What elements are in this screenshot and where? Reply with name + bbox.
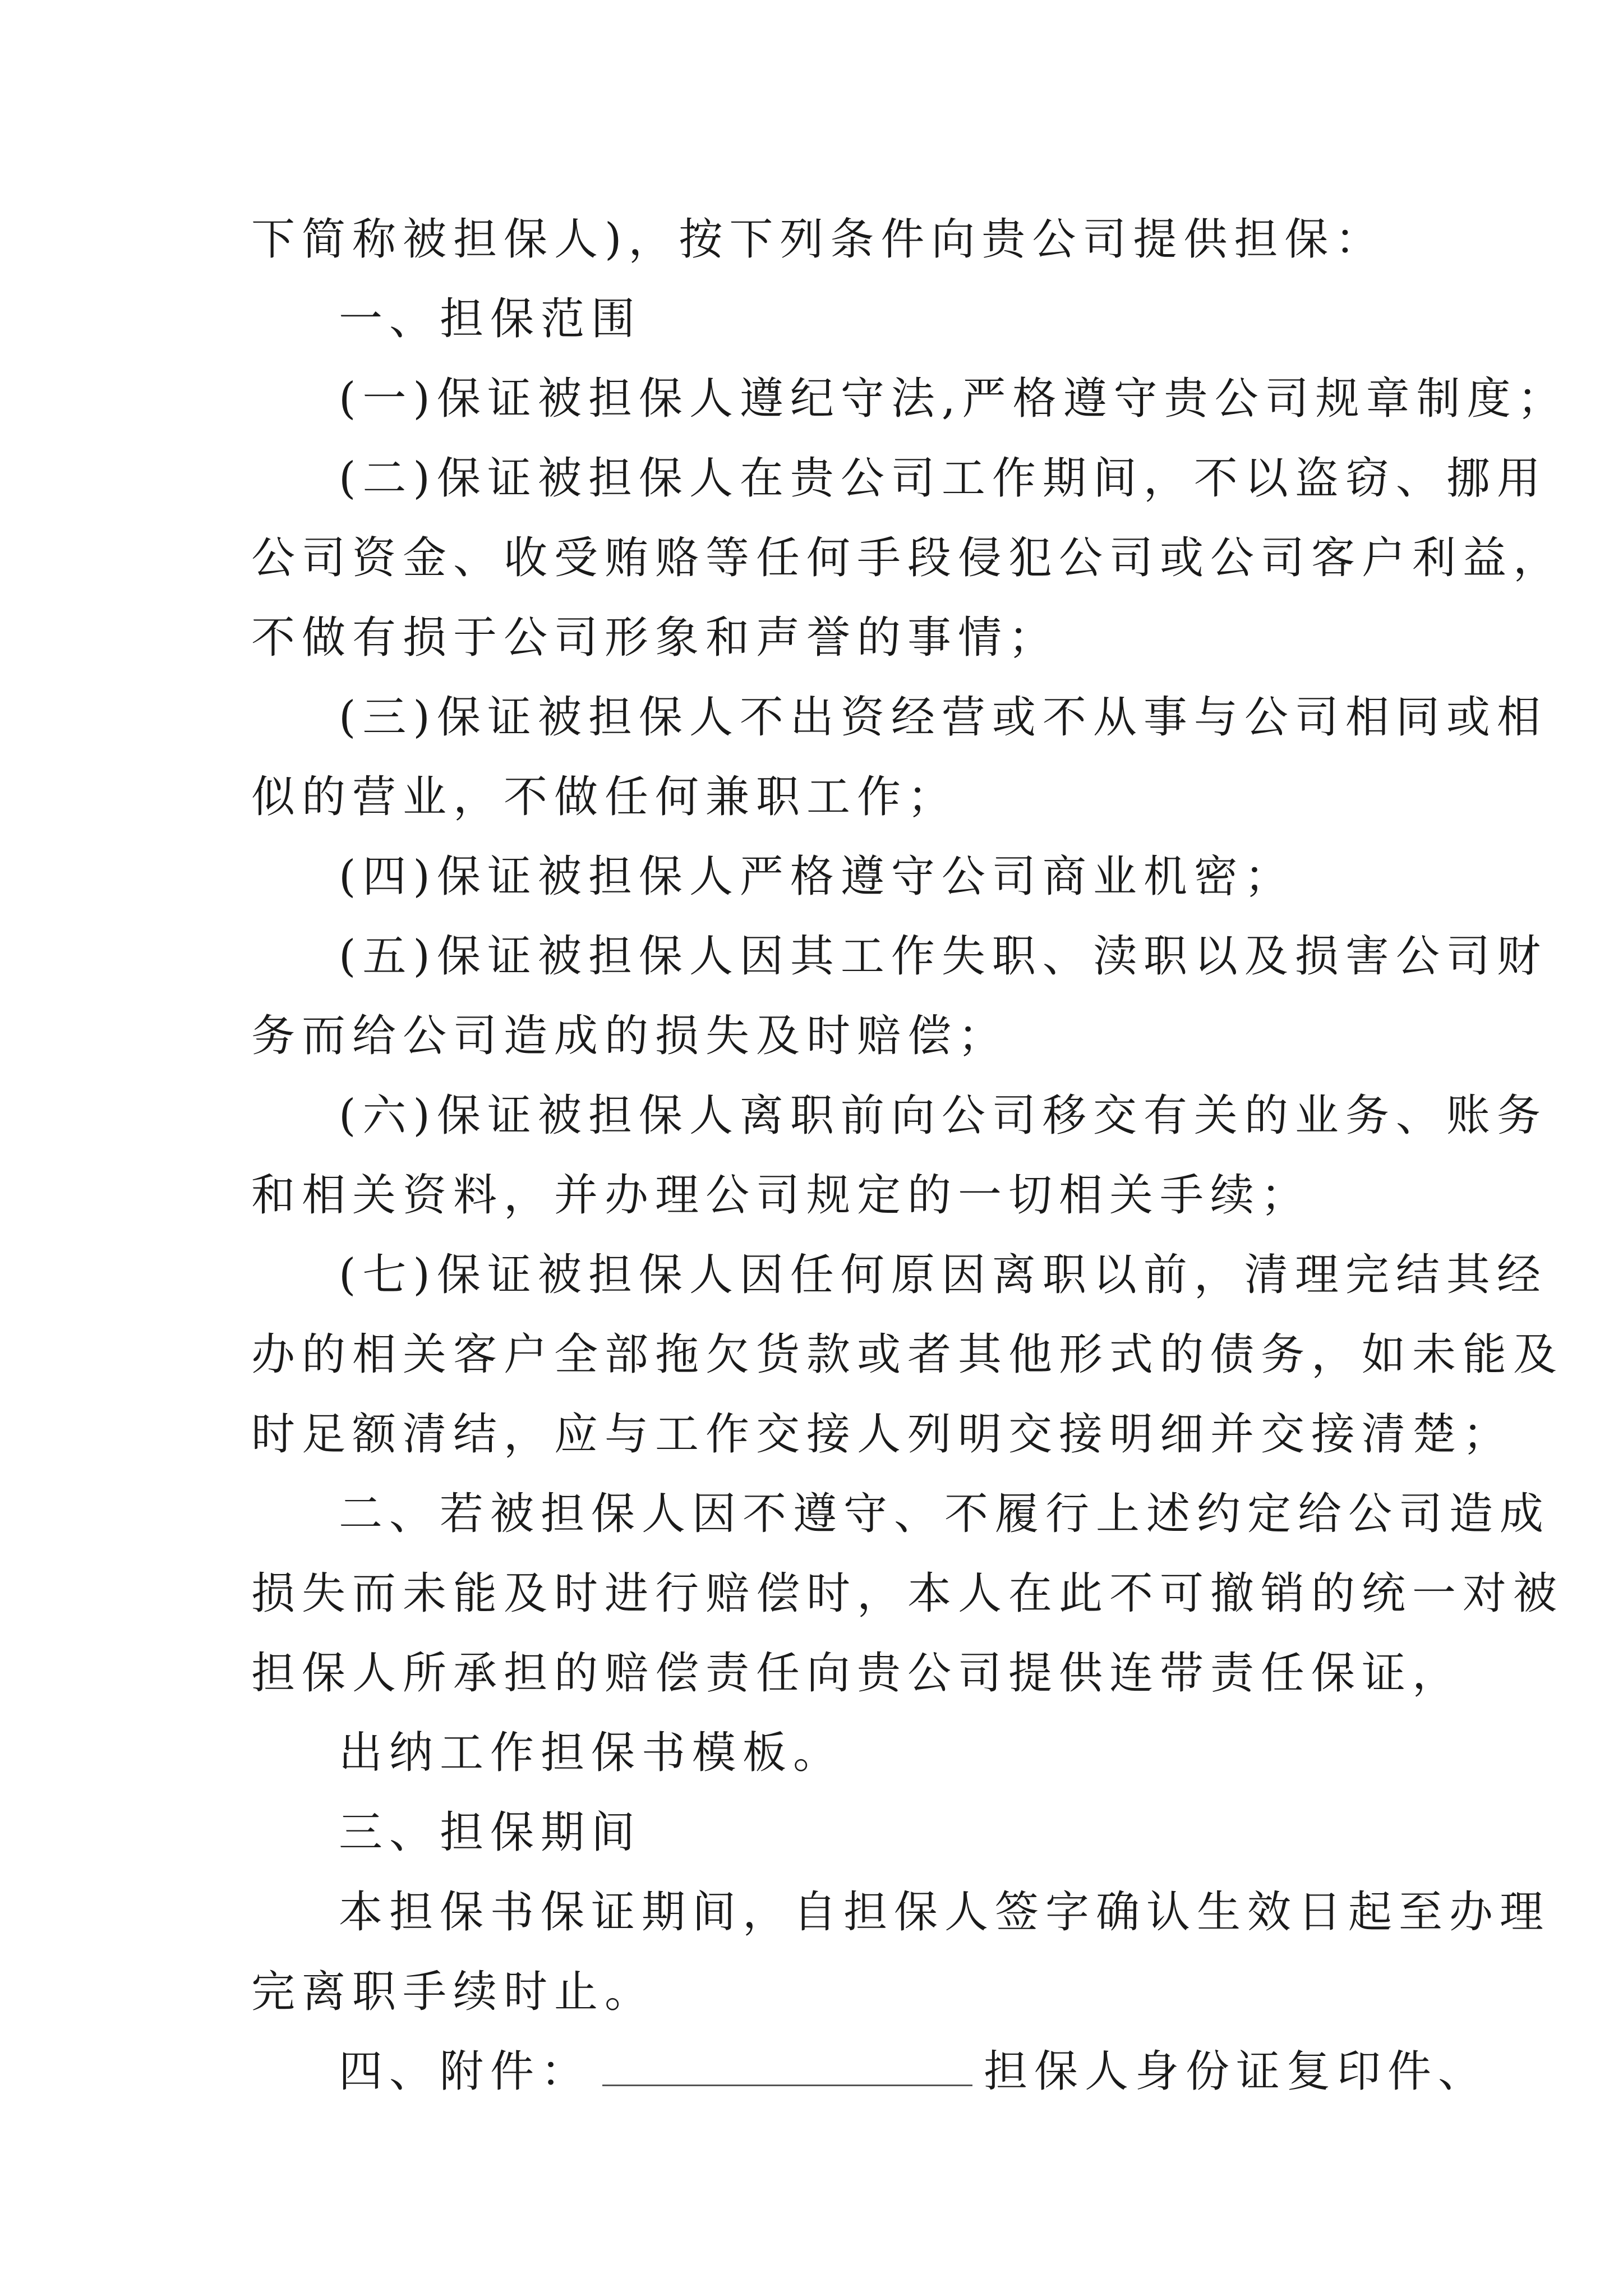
text-line: (二)保证被担保人在贵公司工作期间，不以盗窃、挪用 <box>339 453 1547 504</box>
text-line: 出纳工作担保书模板。 <box>339 1728 844 1778</box>
text-line: 和相关资料，并办理公司规定的一切相关手续； <box>251 1170 1312 1221</box>
text-line: 办的相关客户全部拖欠货款或者其他形式的债务，如未能及 <box>251 1329 1564 1380</box>
document-body <box>251 200 1568 2111</box>
text-line: 本担保书保证期间，自担保人签字确认生效日起至办理 <box>339 1887 1551 1938</box>
text-line: 完离职手续时止。 <box>251 1967 656 2017</box>
section-heading-period: 三、担保期间 <box>339 1807 642 1858</box>
text-line: 务而给公司造成的损失及时赔偿； <box>251 1011 1009 1061</box>
text-line: (三)保证被担保人不出资经营或不从事与公司相同或相 <box>339 692 1547 743</box>
text-line: 二、若被担保人因不遵守、不履行上述约定给公司造成 <box>339 1489 1551 1539</box>
text-line: (五)保证被担保人因其工作失职、渎职以及损害公司财 <box>339 931 1547 982</box>
text-line: (一)保证被担保人遵纪守法,严格遵守贵公司规章制度； <box>339 374 1568 424</box>
attachment-label: 四、附件： <box>339 2046 592 2097</box>
attachment-line <box>251 2032 1489 2111</box>
text-line: 似的营业，不做任何兼职工作； <box>251 772 958 822</box>
text-line: (四)保证被担保人严格遵守公司商业机密； <box>339 852 1295 902</box>
attachment-blank-field[interactable] <box>602 2045 972 2086</box>
section-heading-scope: 一、担保范围 <box>339 294 642 344</box>
text-line: 不做有损于公司形象和声誉的事情； <box>251 613 1059 663</box>
text-line: 损失而未能及时进行赔偿时，本人在此不可撤销的统一对被 <box>251 1568 1564 1619</box>
text-line: 下简称被担保人)，按下列条件向贵公司提供担保： <box>251 214 1386 265</box>
text-line: (六)保证被担保人离职前向公司移交有关的业务、账务 <box>339 1091 1547 1141</box>
text-line: 担保人所承担的赔偿责任向贵公司提供连带责任保证， <box>251 1648 1463 1699</box>
text-line: (七)保证被担保人因任何原因离职以前，清理完结其经 <box>339 1250 1547 1300</box>
text-line: 公司资金、收受贿赂等任何手段侵犯公司或公司客户利益， <box>251 533 1564 583</box>
attachment-suffix: 担保人身份证复印件、 <box>984 2046 1489 2097</box>
text-line: 时足额清结，应与工作交接人列明交接明细并交接清楚； <box>251 1409 1514 1460</box>
